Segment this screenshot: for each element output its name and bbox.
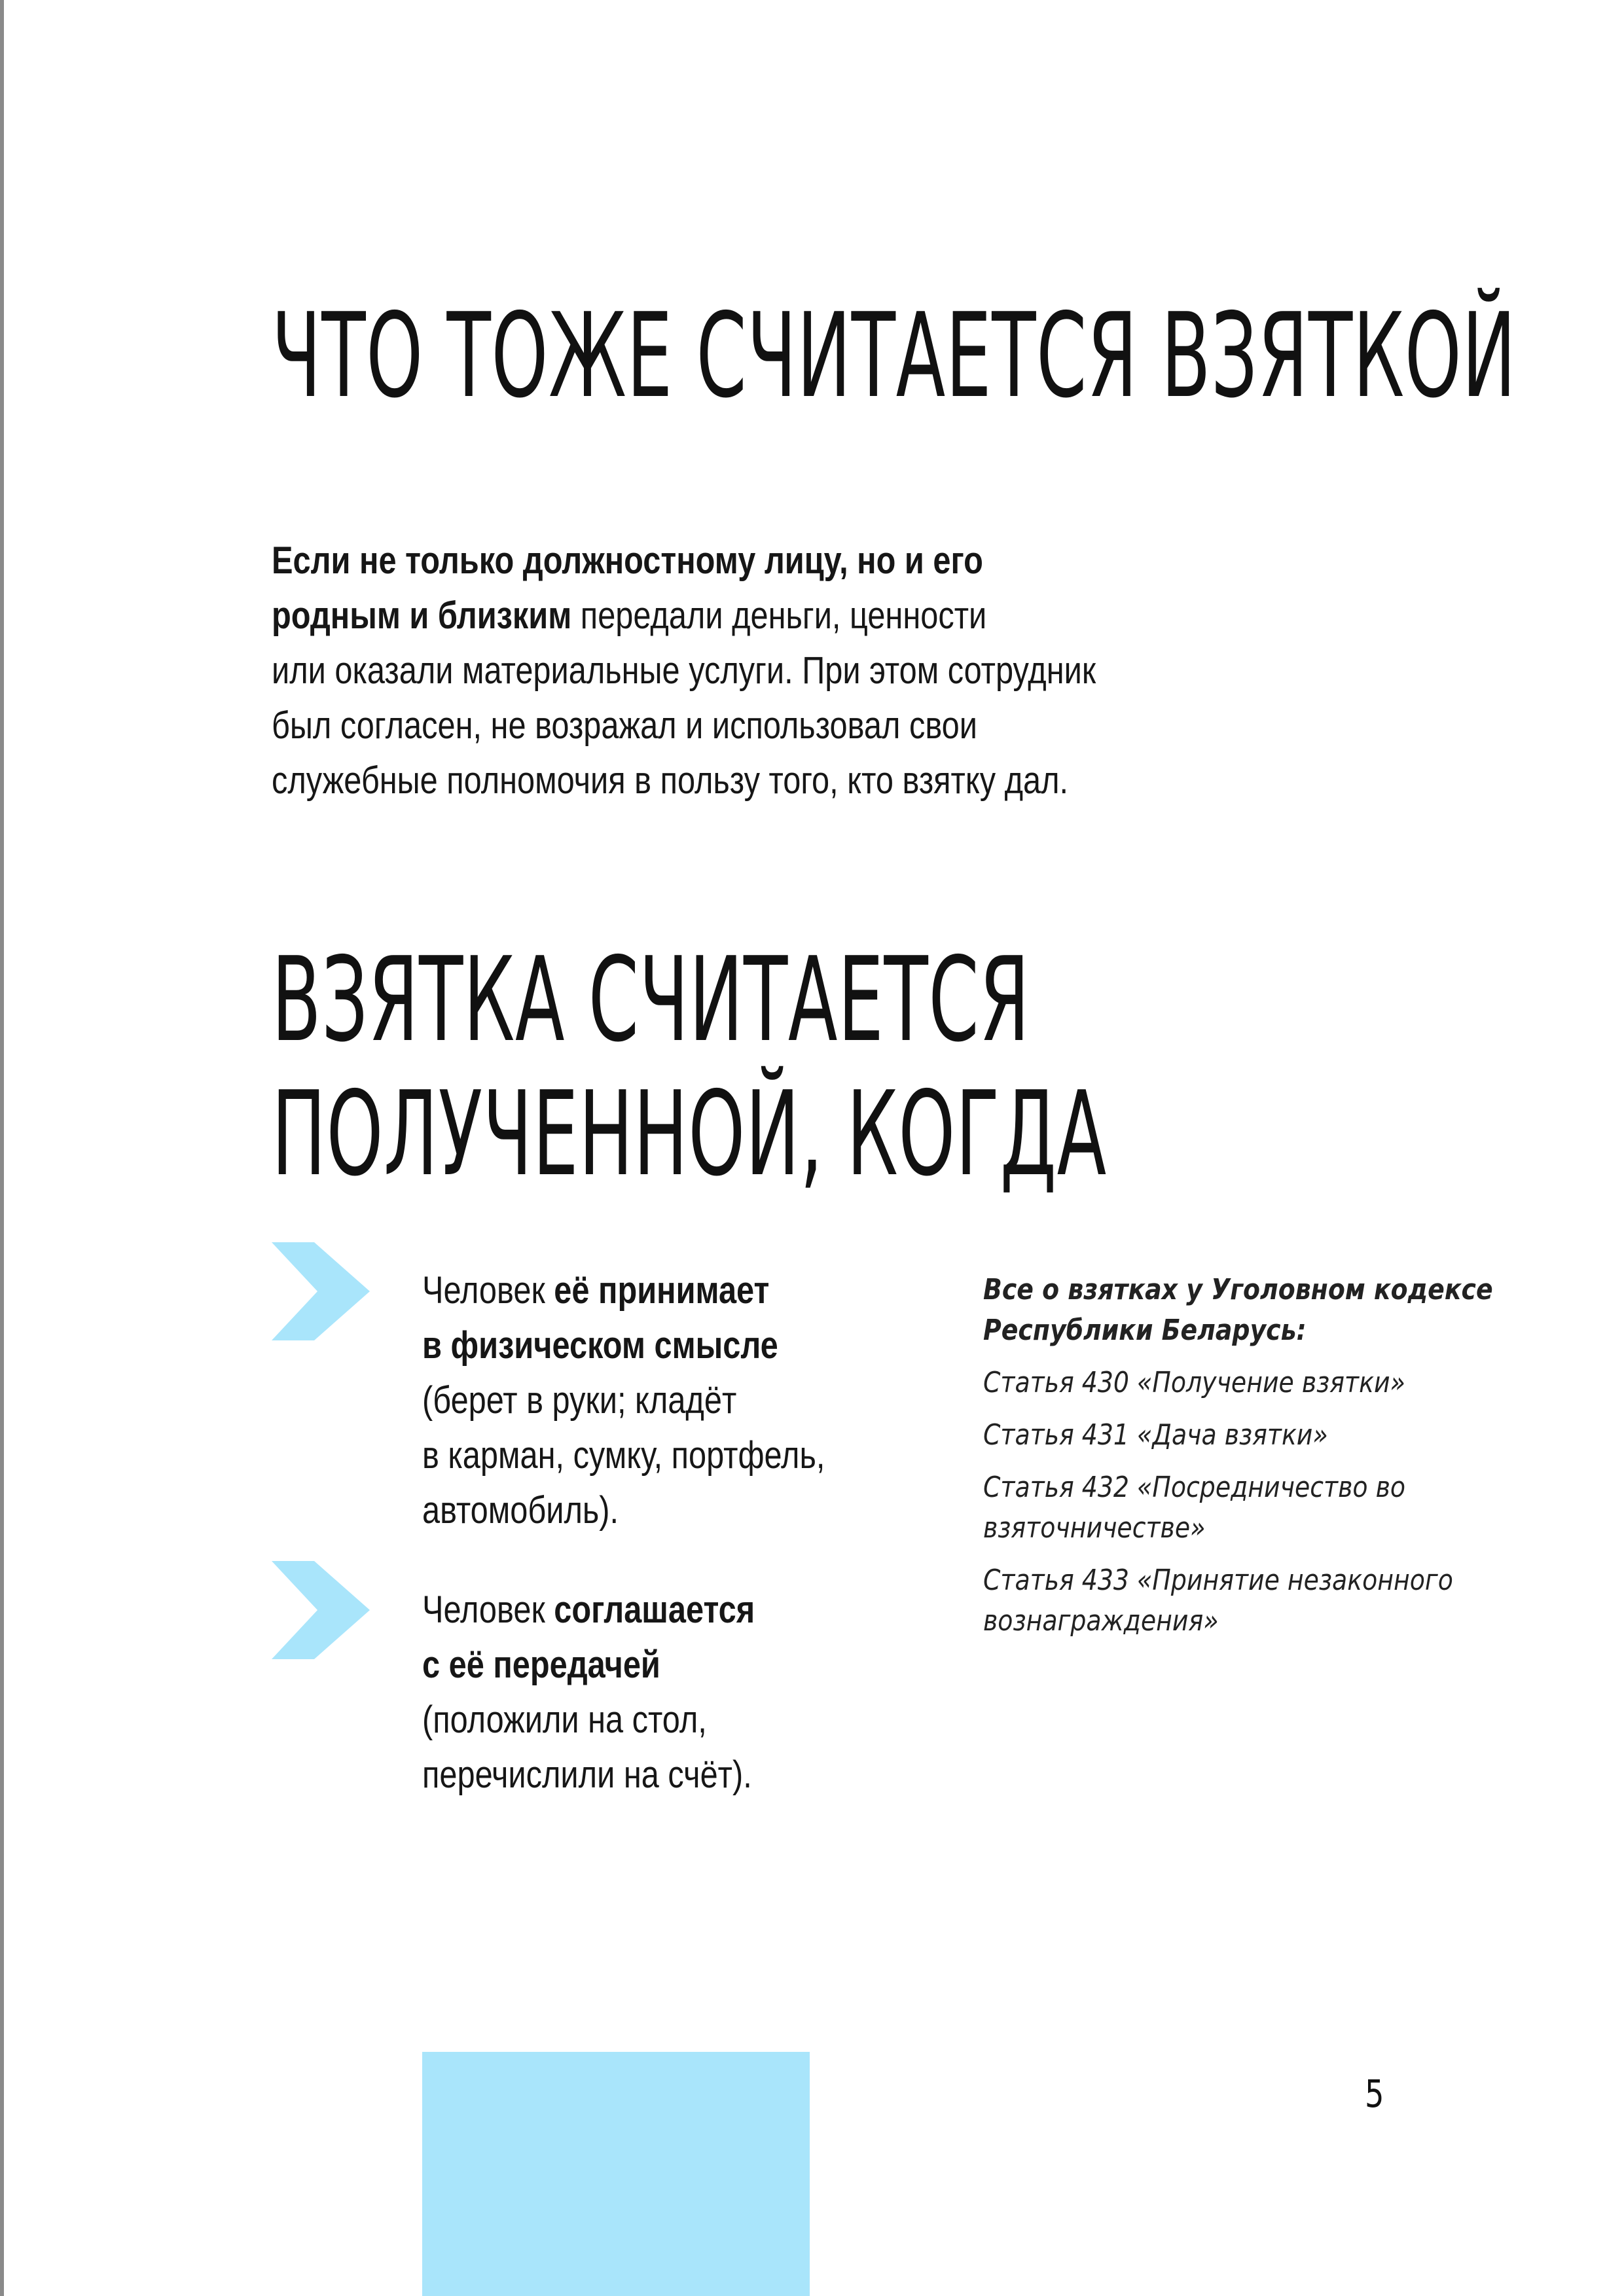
page-edge-rule	[0, 0, 4, 2296]
item-2-line-4: перечислили на счёт).	[422, 1753, 752, 1796]
item-2-bold-2: с её передачей	[422, 1643, 660, 1686]
article-432	[983, 1467, 1501, 1549]
item-1-bold-2: в физическом смысле	[422, 1324, 778, 1367]
item-2-line-3: (положили на стол,	[422, 1698, 707, 1741]
intro-line-4: был согласен, не возражал и использовал свои	[272, 704, 977, 747]
aside-title	[983, 1270, 1501, 1351]
article-433	[983, 1560, 1501, 1641]
page-number: 5	[1365, 2072, 1384, 2116]
item-2-plain: Человек	[422, 1588, 554, 1631]
article-432-line-1: Статья 432 «Посредничество во	[983, 1471, 1406, 1504]
item-2-line-1	[422, 1583, 917, 1638]
article-430	[983, 1363, 1501, 1403]
item-2-line-2	[422, 1638, 917, 1693]
item-1-line-2	[422, 1318, 917, 1373]
section-heading-what-else-is-bribe: ЧТО ТОЖЕ СЧИТАЕТСЯ ВЗЯТКОЙ	[272, 288, 1517, 423]
article-430-text: Статья 430 «Получение взятки»	[983, 1366, 1405, 1399]
article-432-line-2: взяточничестве»	[983, 1511, 1206, 1545]
article-431	[983, 1415, 1501, 1456]
section-heading-bribe-received-when	[272, 933, 1107, 1201]
aside-title-line-2: Республики Беларусь:	[983, 1314, 1307, 1347]
intro-line-3: или оказали материальные услуги. При этом сотрудник	[272, 649, 1096, 692]
article-433-line-2: вознаграждения»	[983, 1604, 1219, 1638]
intro-bold-1: Если не только должностному лицу, но и его	[272, 539, 983, 582]
criminal-code-aside	[983, 1270, 1501, 1653]
item-1-line-4: в карман, сумку, портфель,	[422, 1434, 825, 1477]
article-431-text: Статья 431 «Дача взятки»	[983, 1418, 1328, 1452]
intro-paragraph	[272, 533, 1096, 808]
intro-line-1	[272, 533, 1096, 588]
aside-title-line-1: Все о взятках у Уголовном кодексе	[983, 1273, 1493, 1306]
intro-line-2	[272, 588, 1096, 643]
chevron-right-icon	[272, 1561, 370, 1659]
item-1-line-1	[422, 1263, 917, 1318]
chevron-right-icon	[272, 1242, 370, 1340]
item-1-line-5: автомобиль).	[422, 1489, 619, 1532]
intro-text-2: передали деньги, ценности	[571, 594, 987, 637]
item-1-bold-1: её принимает	[554, 1269, 770, 1312]
item-2-bold-1: соглашается	[554, 1588, 755, 1631]
article-433-line-1: Статья 433 «Принятие незаконного	[983, 1564, 1453, 1597]
heading-2-line-1: ВЗЯТКА СЧИТАЕТСЯ	[272, 932, 1030, 1067]
intro-bold-2: родным и близким	[272, 594, 572, 637]
list-item-accepts-physically	[422, 1263, 917, 1538]
decorative-blue-block	[422, 2052, 810, 2296]
heading-2-line-2: ПОЛУЧЕННОЙ, КОГДА	[272, 1066, 1107, 1202]
intro-line-5: служебные полномочия в пользу того, кто взятку дал.	[272, 759, 1069, 802]
item-1-line-3: (берет в руки; кладёт	[422, 1379, 737, 1422]
item-1-plain: Человек	[422, 1269, 554, 1312]
list-item-agrees-to-transfer	[422, 1583, 917, 1803]
